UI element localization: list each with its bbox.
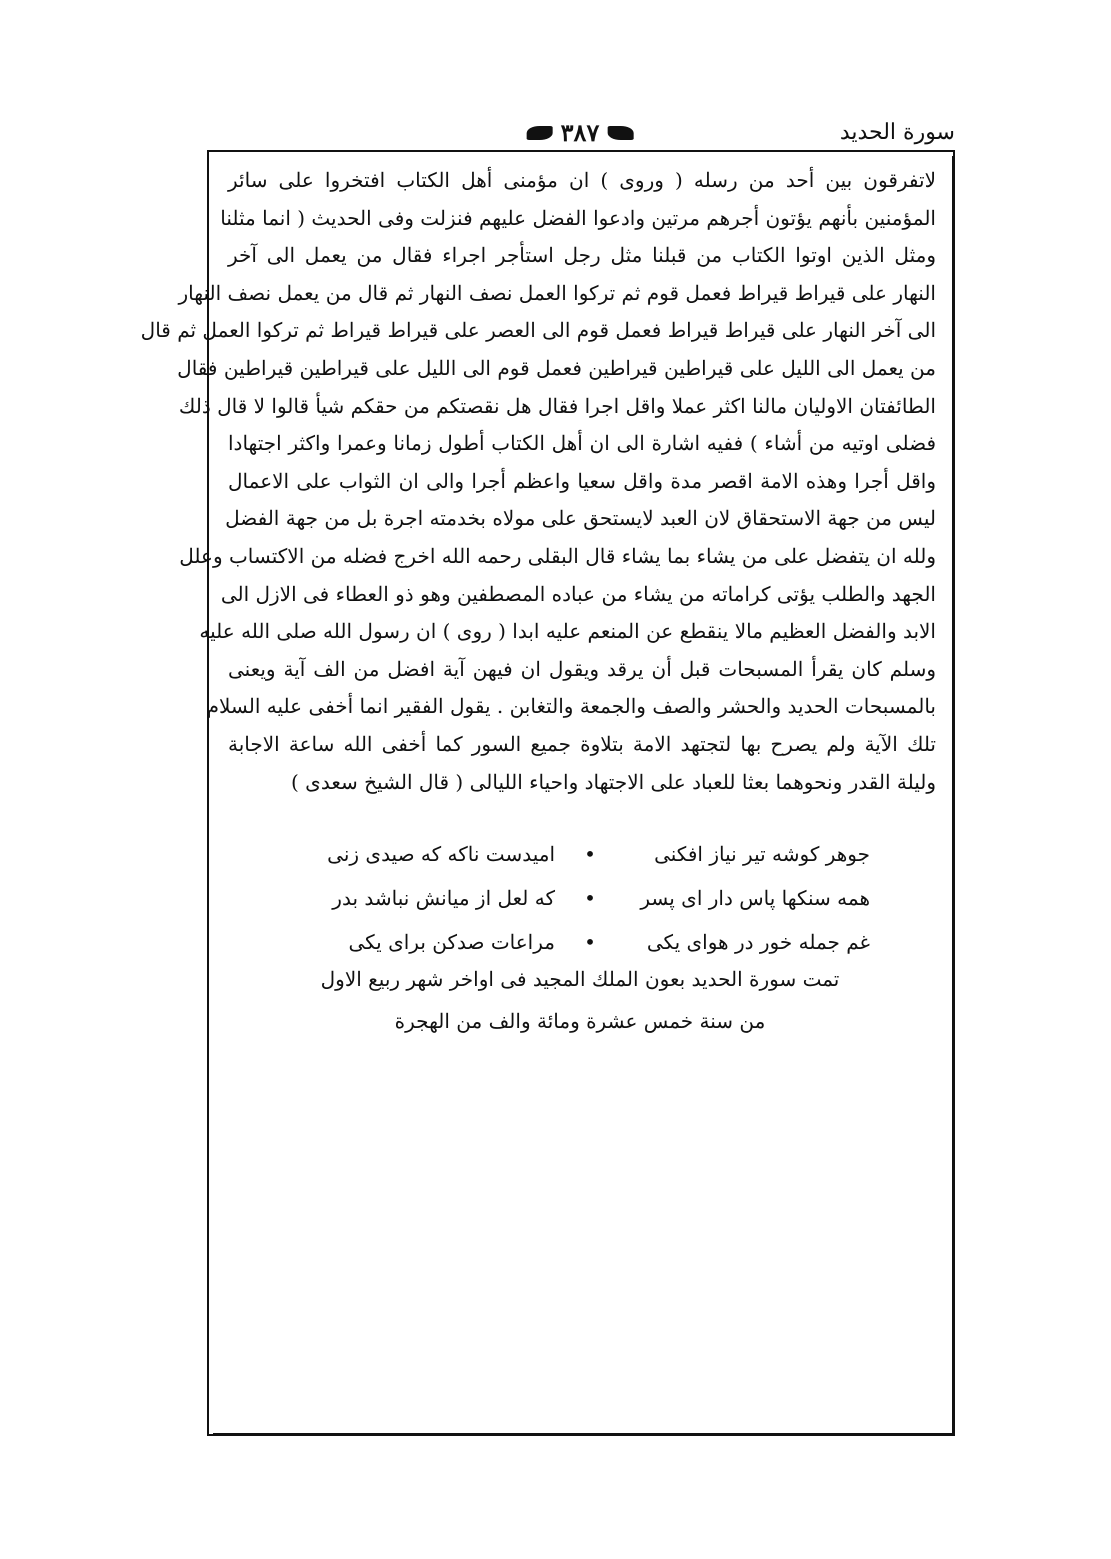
ornament-left-icon bbox=[527, 126, 553, 140]
body-line: الطائفتان الاوليان مالنا اكثر عملا واقل اجرا فقال هل نقصتكم من حقكم شيأ قالوا لا قال ذلك bbox=[178, 393, 936, 418]
verse-second-hemistich: اميدست ناكه كه صيدى زنى bbox=[327, 842, 555, 866]
verse-separator: • bbox=[584, 930, 596, 954]
body-line: من يعمل الى الليل على قيراطين قيراطين فعمل قوم الى الليل على قيراطين قيراطين فقال bbox=[177, 355, 936, 380]
body-line: فضلى اوتيه من أشاء ) ففيه اشارة الى ان أهل الكتاب أطول زمانا وعمرا واكثر اجتهادا bbox=[228, 431, 936, 456]
verse-first-hemistich: غم جمله خور در هواى يكى bbox=[646, 930, 870, 954]
verse-first-hemistich: جوهر كوشه تير نياز افكنى bbox=[654, 842, 870, 866]
page-number-block bbox=[527, 118, 634, 147]
body-line: وليلة القدر ونحوهما بعثا للعباد على الاجتهاد واحياء الليالى ( قال الشيخ سعدى ) bbox=[291, 769, 936, 794]
body-line: وسلم كان يقرأ المسبحات قبل أن يرقد ويقول ان فيهن آية افضل من الف آية ويعنى bbox=[228, 656, 936, 681]
body-line: المؤمنين بأنهم يؤتون أجرهم مرتين وادعوا الفضل عليهم فنزلت وفى الحديث ( انما مثلنا bbox=[220, 205, 936, 230]
ornament-right-icon bbox=[607, 126, 633, 140]
body-line: الى آخر النهار على قيراط قيراط فعمل قوم الى العصر على قيراط قيراط ثم تركوا العمل ثم قال bbox=[140, 318, 936, 343]
page-number: ٣٨٧ bbox=[560, 118, 600, 147]
body-line: لاتفرقون بين أحد من رسله ( وروى ) ان مؤمنى أهل الكتاب افتخروا على سائر bbox=[228, 168, 936, 192]
body-line: ليس من جهة الاستحقاق لان العبد لايستحق على مولاه بخدمته اجرة بل من جهة الفضل bbox=[225, 506, 936, 531]
body-line: بالمسبحات الحديد والحشر والصف والجمعة والتغابن . يقول الفقير انما أخفى عليه السلام bbox=[206, 694, 936, 719]
verse-second-hemistich: مراعات صدكن براى يكى bbox=[348, 930, 555, 954]
verse-second-hemistich: كه لعل از ميانش نباشد بدر bbox=[332, 886, 555, 910]
body-line: واقل أجرا وهذه الامة اقصر مدة واقل سعيا واعظم أجرا والى ان الثواب على الاعمال bbox=[228, 468, 936, 493]
colophon bbox=[300, 958, 860, 1042]
body-line: الابد والفضل العظيم مالا ينقطع عن المنعم عليه ابدا ( روى ) ان رسول الله صلى الله عليه bbox=[199, 619, 936, 644]
body-text bbox=[140, 162, 936, 801]
verse-separator: • bbox=[584, 842, 596, 866]
surah-name: سورة الحديد bbox=[839, 120, 955, 145]
colophon-line: تمت سورة الحديد بعون الملك المجيد فى اواخر شهر ربيع الاول bbox=[320, 967, 840, 991]
colophon-line: من سنة خمس عشرة ومائة والف من الهجرة bbox=[394, 1009, 766, 1033]
poem bbox=[290, 832, 870, 964]
body-line: تلك الآية ولم يصرح بها لتجتهد الامة بتلاوة جميع السور كما أخفى الله ساعة الاجابة bbox=[228, 731, 936, 756]
poem-verse bbox=[290, 876, 870, 920]
verse-first-hemistich: همه سنكها پاس دار اى پسر bbox=[640, 886, 870, 910]
poem-verse bbox=[290, 832, 870, 876]
body-line: النهار على قيراط قيراط فعمل قوم ثم تركوا العمل نصف النهار ثم قال من يعمل نصف النهار bbox=[178, 280, 936, 305]
verse-separator: • bbox=[584, 886, 596, 910]
body-line: الجهد والطلب يؤتى كراماته من يشاء من عباده المصطفين وهو ذو العطاء فى الازل الى bbox=[220, 581, 936, 606]
body-line: ومثل الذين اوتوا الكتاب من قبلنا مثل رجل استأجر اجراء فقال من يعمل الى آخر bbox=[228, 243, 936, 268]
body-line: ولله ان يتفضل على من يشاء بما يشاء قال البقلى رحمه الله اخرج فضله من الاكتساب وعلل bbox=[179, 543, 936, 568]
